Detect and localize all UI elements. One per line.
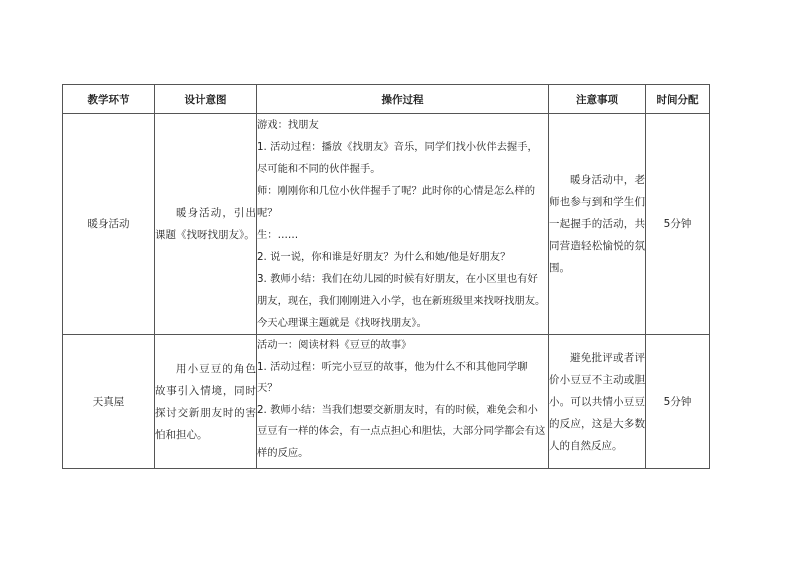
process-line: 1. 活动过程：听完小豆豆的故事，他为什么不和其他同学聊天？: [257, 360, 528, 394]
header-row: [63, 85, 710, 114]
header-intent: 设计意图: [155, 85, 257, 114]
header-notes: 注意事项: [549, 85, 646, 114]
lesson-plan-table: [62, 84, 710, 469]
table-row: [63, 335, 710, 469]
intent-cell: [155, 335, 257, 469]
notes-cell: [549, 335, 646, 469]
intent-cell: [155, 114, 257, 335]
time-cell: 5分钟: [646, 114, 710, 335]
notes-text: 暖身活动中，老师也参与到和学生们一起握手的活动，共同营造轻松愉悦的氛围。: [549, 174, 645, 274]
process-line: 1. 活动过程：播放《找朋友》音乐，同学们找小伙伴去握手，尽可能和不同的伙伴握手。: [257, 141, 538, 175]
process-cell: [257, 335, 549, 469]
process-line: 2. 说一说，你和谁是好朋友？为什么和她/他是好朋友？: [257, 251, 511, 263]
stage-cell: 天真屋: [63, 335, 155, 469]
process-line: 2. 教师小结：当我们想要交新朋友时，有的时候，难免会和小豆豆有一样的体会，有一点点担心和胆怯，大部分同学都会有这样的反应。: [257, 403, 546, 459]
intent-text: 暖身活动，引出课题《找呀找朋友》。: [155, 207, 256, 241]
notes-text: 避免批评或者评价小豆豆不主动或胆小。可以共情小豆豆的反应，这是大多数人的自然反应。: [549, 351, 645, 452]
process-line: 3. 教师小结：我们在幼儿园的时候有好朋友，在小区里也有好朋友，现在，我们刚刚进入小学，也在新班级里来找呀找朋友。今天心理课主题就是《找呀找朋友》。: [257, 273, 546, 329]
process-line: 师：刚刚你和几位小伙伴握手了呢？此时你的心情是怎么样的呢？: [257, 185, 536, 219]
stage-cell: 暖身活动: [63, 114, 155, 335]
header-time: 时间分配: [646, 85, 710, 114]
process-line: 生：……: [257, 229, 299, 241]
process-line: 游戏：找朋友: [257, 119, 319, 131]
process-cell: [257, 114, 549, 335]
table-row: [63, 114, 710, 335]
header-stage: 教学环节: [63, 85, 155, 114]
process-line: 活动一：阅读材料《豆豆的故事》: [257, 339, 412, 351]
time-cell: 5分钟: [646, 335, 710, 469]
intent-text: 用小豆豆的角色故事引入情境，同时探讨交新朋友时的害怕和担心。: [155, 362, 256, 441]
header-process: 操作过程: [257, 85, 549, 114]
notes-cell: [549, 114, 646, 335]
